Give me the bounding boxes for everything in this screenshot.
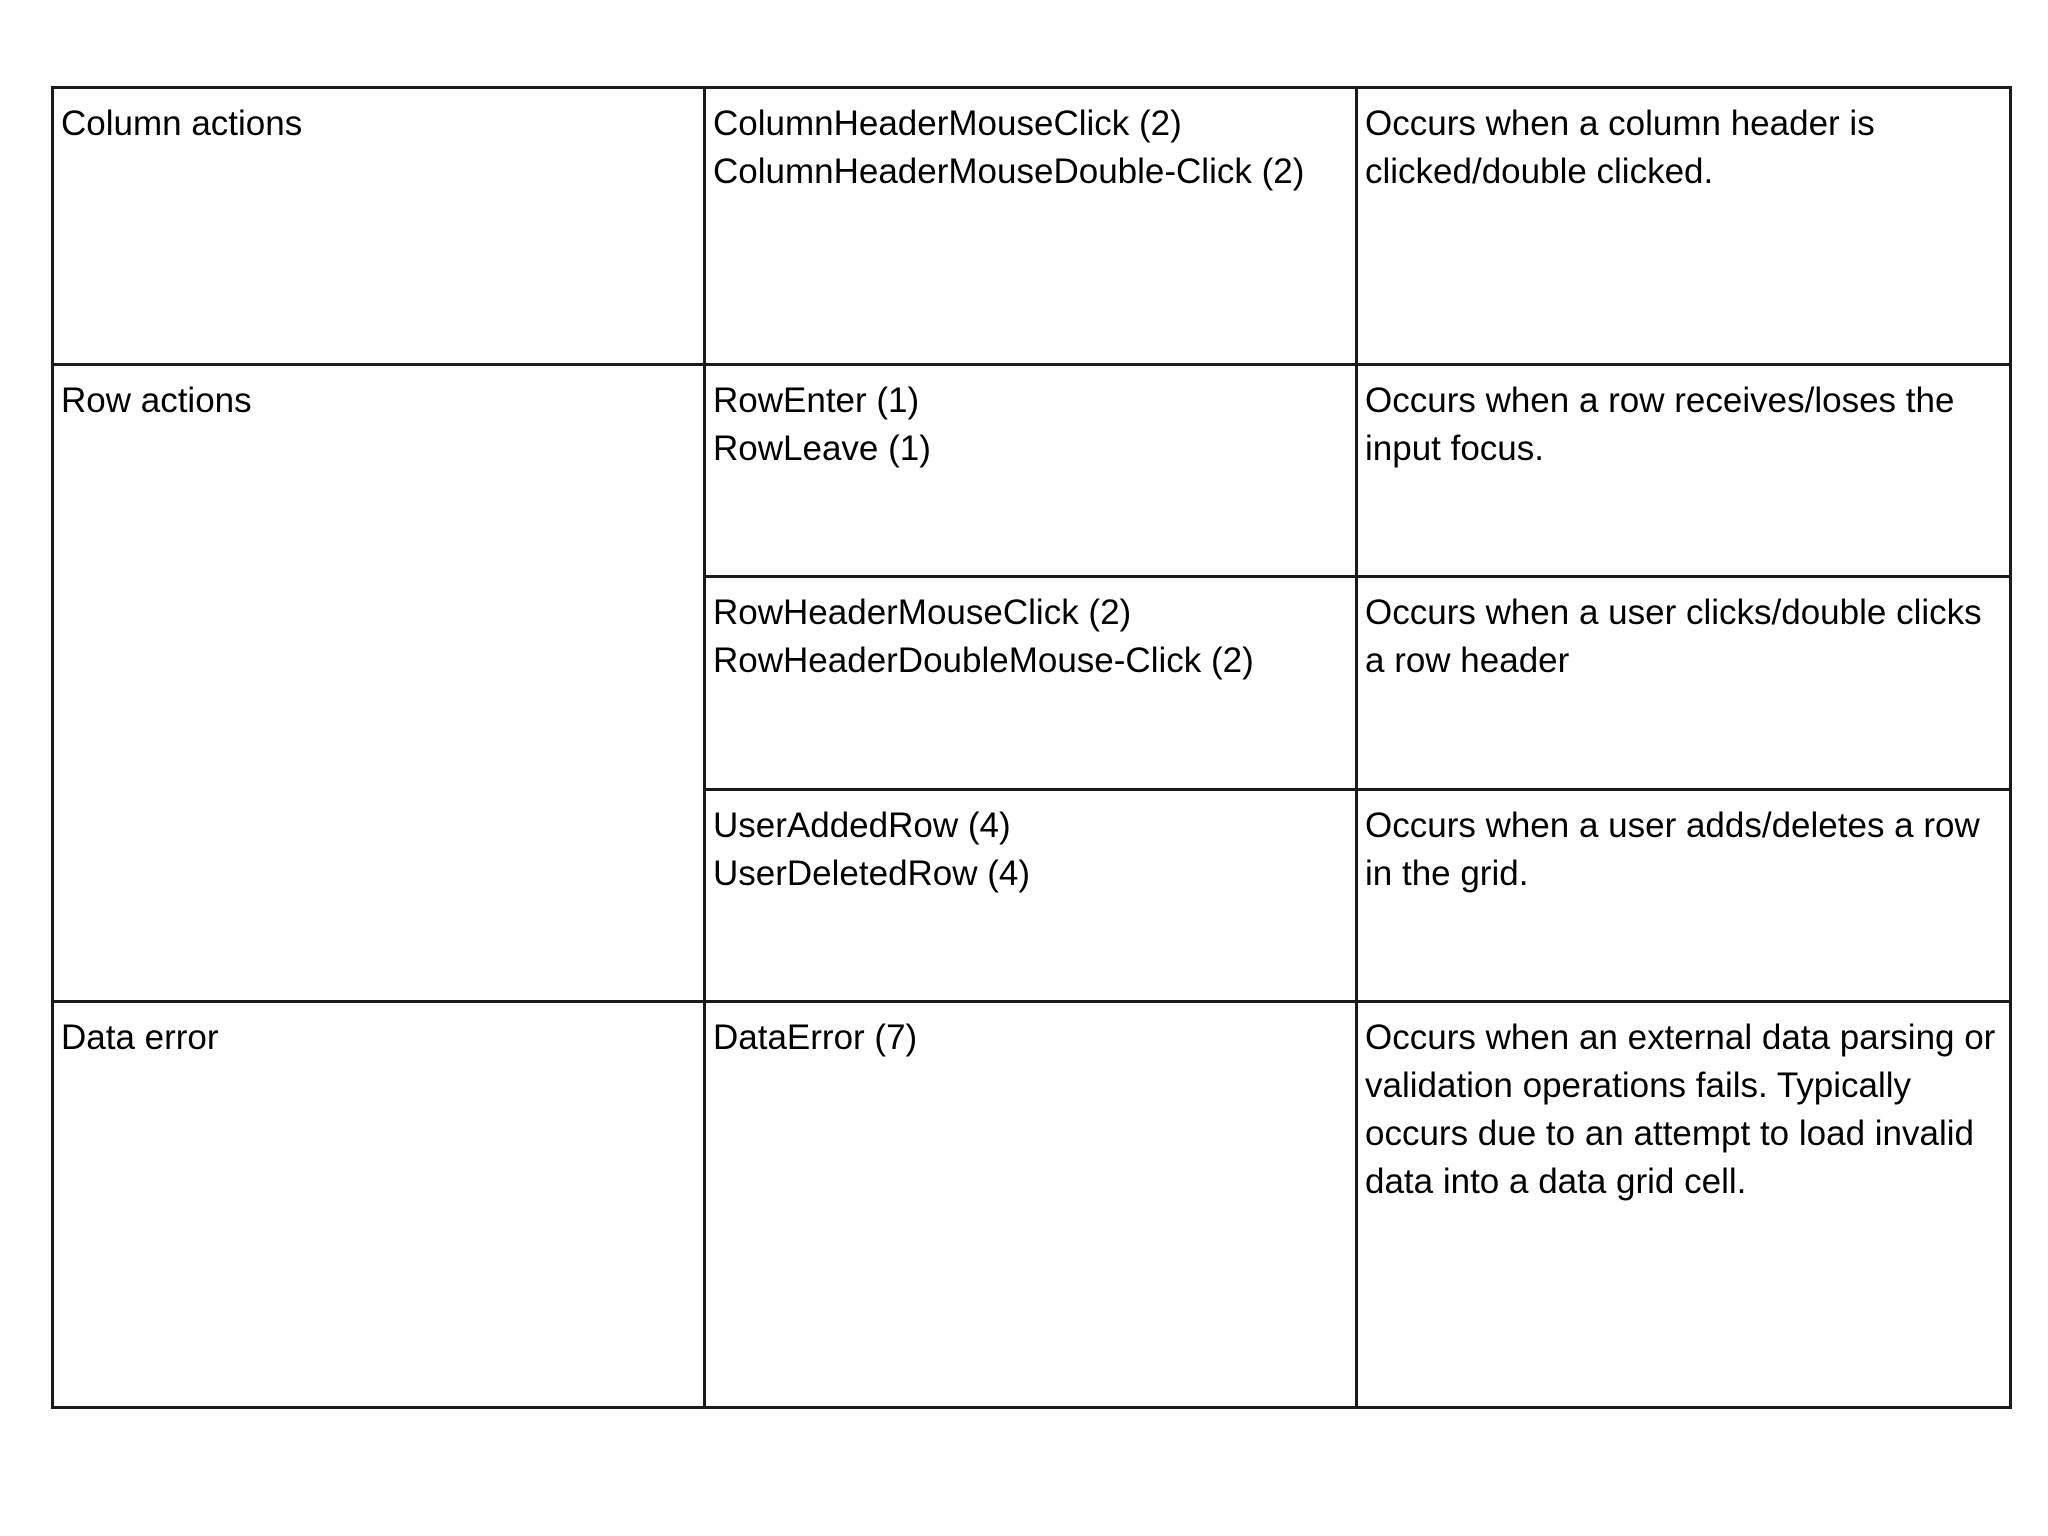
events-table [51,86,2012,1409]
event-name: DataError (7) [713,1018,918,1057]
event-name: UserDeletedRow (4) [713,854,1031,893]
event-description: Occurs when a user adds/deletes a row in the grid. [1365,806,1980,893]
event-name: UserAddedRow (4) [713,806,1011,845]
category-cell [53,365,705,1002]
description-cell [1357,577,2011,790]
table-row [53,365,2011,577]
event-description: Occurs when a row receives/loses the input focus. [1365,381,1955,468]
table-row [53,88,2011,365]
description-cell [1357,88,2011,365]
event-cell [705,1002,1357,1408]
description-cell [1357,790,2011,1002]
event-cell [705,790,1357,1002]
table-row [53,1002,2011,1408]
event-name: RowHeaderDoubleMouse-Click (2) [713,641,1254,680]
event-name: ColumnHeaderMouseClick (2) [713,104,1182,143]
event-name: ColumnHeaderMouseDouble-Click (2) [713,152,1305,191]
category-label: Column actions [61,104,303,143]
event-cell [705,365,1357,577]
description-cell [1357,365,2011,577]
event-description: Occurs when an external data parsing or validation operations fails. Typically occurs due to an attempt to load invalid data into a data grid cell. [1365,1018,1996,1201]
event-description: Occurs when a column header is clicked/double clicked. [1365,104,1875,191]
event-cell [705,88,1357,365]
category-label: Row actions [61,381,252,420]
event-name: RowEnter (1) [713,381,920,420]
event-name: RowLeave (1) [713,429,931,468]
event-cell [705,577,1357,790]
description-cell [1357,1002,2011,1408]
category-cell [53,88,705,365]
event-name: RowHeaderMouseClick (2) [713,593,1132,632]
category-cell [53,1002,705,1408]
category-label: Data error [61,1018,219,1057]
event-description: Occurs when a user clicks/double clicks a row header [1365,593,1982,680]
